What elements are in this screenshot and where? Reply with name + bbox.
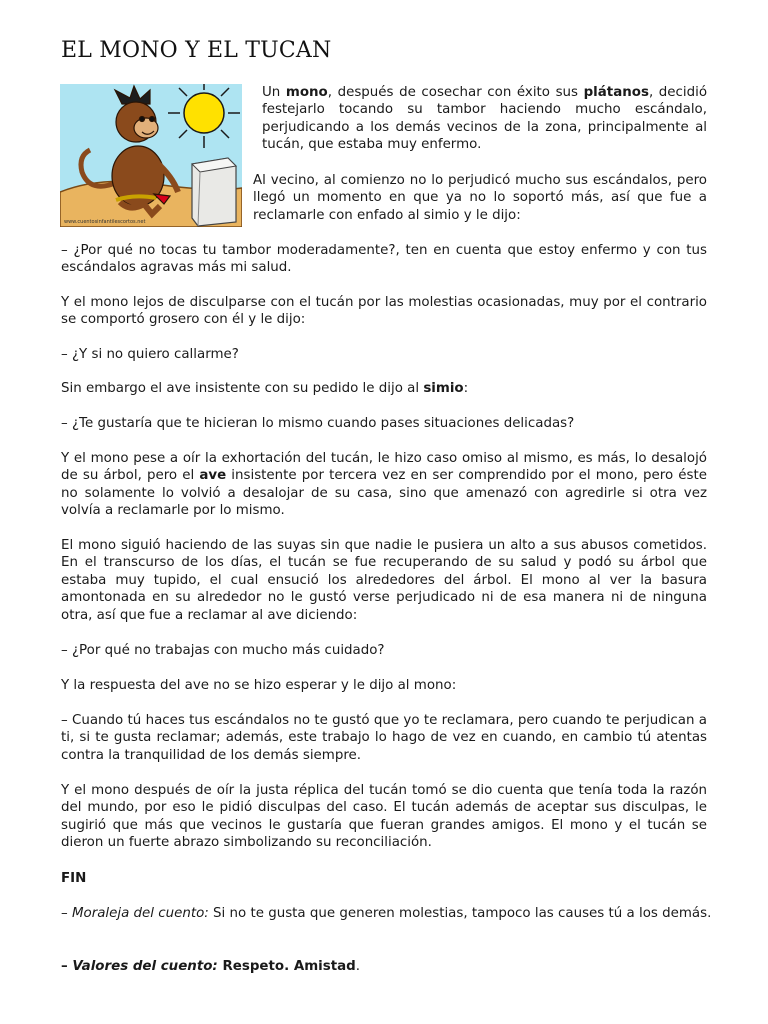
paragraph-5: – ¿Te gustaría que te hicieran lo mismo cuando pases situaciones delicadas? [61,416,575,431]
paragraph-2: Y el mono lejos de disculparse con el tucán por las molestias ocasionadas, muy por el contrario se comportó grosero con él y le dijo: [61,295,707,328]
fin-label: FIN [61,871,87,886]
paragraph-9: Y la respuesta del ave no se hizo esperar y le dijo al mono: [61,678,457,693]
paragraph-11: Y el mono después de oír la justa réplica del tucán tomó se dio cuenta que tenía toda la razón del mundo, por eso le pidió disculpas del caso. El tucán además de aceptar sus disculpas, le sugirió que más que vecinos le gustaría que fueran grandes amigos. El mono y el tucán se dieron un fuerte abrazo simbolizando su reconciliación. [61,783,707,851]
paragraph-7: El mono siguió haciendo de las suyas sin que nadie le pusiera un alto a sus abusos cometidos. En el transcurso de los días, el tucán se fue recuperando de su salud y podó su árbol que estaba muy tupido, el cual ensució los alrededores del árbol. El mono al ver la basura amontonada en su alrededor no le gustó verse perjudicado ni de esa manera ni de ninguna otra, así que fue a reclamar al ave diciendo: [61,538,707,623]
paragraph-6: Y el mono pese a oír la exhortación del tucán, le hizo caso omiso al mismo, es más, lo desalojó de su árbol, pero el ave insistente por tercera vez en ser comprendido por el mono, pero éste no solamente lo volvió a desalojar de su casa, sino que amenazó con agredirle si otra vez volvía a reclamarle por lo mismo. [61,451,707,519]
monkey-drum-illustration [60,84,242,227]
intro-paragraph-1: Un mono, después de cosechar con éxito sus plátanos, decidió festejarlo tocando su tambor haciendo mucho escándalo, perjudicando a los demás vecinos de la zona, principalmente al tucán, que estaba muy enfermo. [262,85,708,153]
paragraph-1: – ¿Por qué no tocas tu tambor moderadamente?, ten en cuenta que estoy enfermo y con tus escándalos agravas más mi salud. [61,243,707,276]
drum-icon [192,158,236,226]
paragraph-10: – Cuando tú haces tus escándalos no te gustó que yo te reclamara, pero cuando te perjudican a ti, si te gusta reclamar; además, este trabajo lo hago de vez en cuando, en cambio tú atentas contra la tranquilidad de los demás siempre. [61,713,707,763]
illustration-watermark: www.cuentosinfantilescortos.net [64,219,146,225]
moraleja: – Moraleja del cuento: Si no te gusta que generen molestias, tampoco las causes tú a los demás. [61,906,712,921]
paragraph-3: – ¿Y si no quiero callarme? [61,347,239,362]
valores: – Valores del cuento: Respeto. Amistad. [61,959,361,974]
intro-paragraph-2: Al vecino, al comienzo no lo perjudicó mucho sus escándalos, pero llegó un momento en que ya no lo soportó más, así que fue a reclamarle con enfado al simio y le dijo: [253,173,707,223]
story-title: EL MONO Y EL TUCAN [61,38,332,63]
paragraph-4: Sin embargo el ave insistente con su pedido le dijo al simio: [61,381,469,396]
paragraph-8: – ¿Por qué no trabajas con mucho más cuidado? [61,643,385,658]
